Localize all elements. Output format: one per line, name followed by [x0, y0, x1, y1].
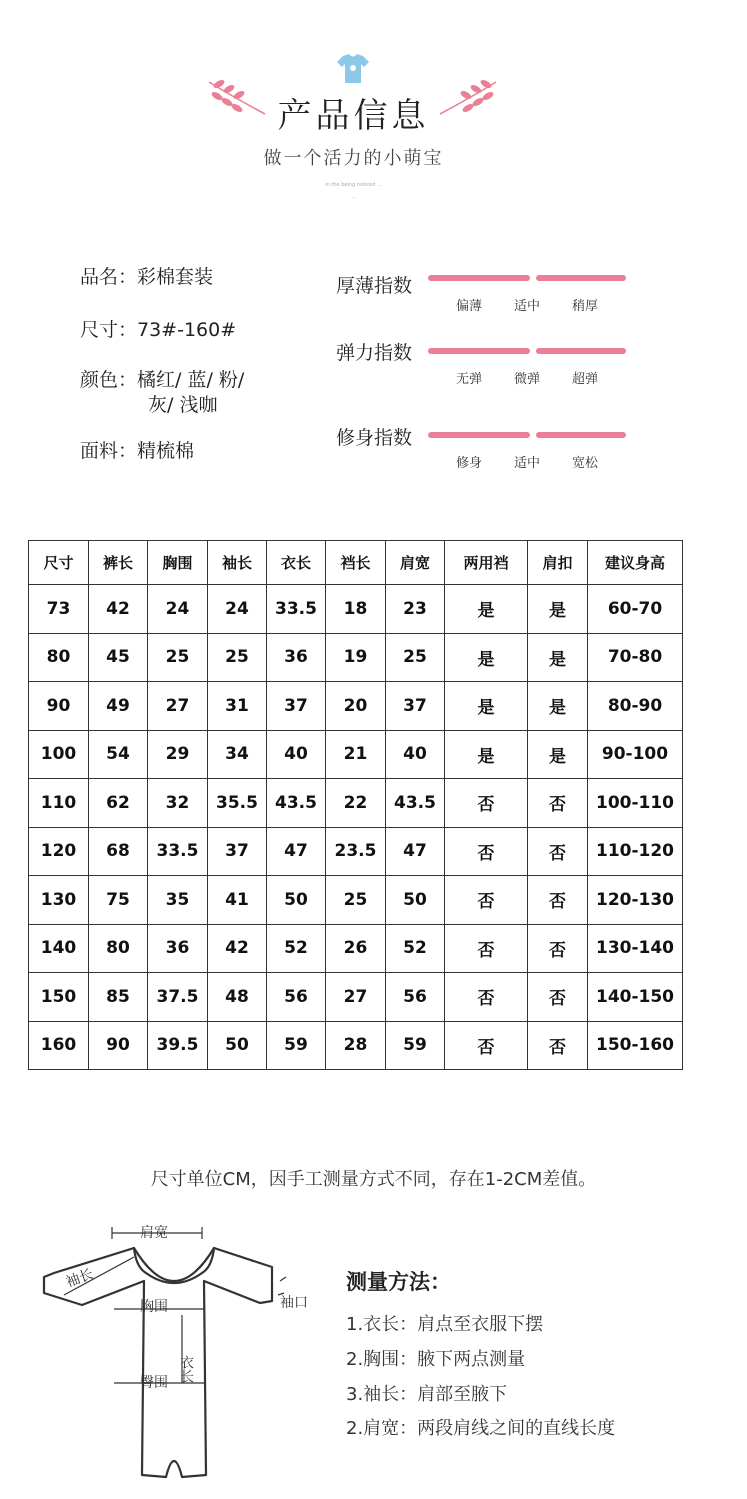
table-cell: 26 — [326, 924, 386, 973]
table-cell: 41 — [208, 876, 267, 925]
table-cell: 68 — [89, 827, 148, 876]
table-cell: 47 — [267, 827, 326, 876]
table-cell: 是 — [445, 682, 528, 731]
table-cell: 150-160 — [588, 1021, 683, 1070]
table-row — [29, 973, 683, 1022]
table-cell: 42 — [89, 585, 148, 634]
index-tick: 超弹 — [571, 372, 598, 387]
table-cell: 否 — [528, 779, 588, 828]
table-cell: 90 — [89, 1021, 148, 1070]
index-tick: 稍厚 — [571, 299, 598, 314]
table-cell: 37 — [208, 827, 267, 876]
table-cell: 59 — [267, 1021, 326, 1070]
table-cell: 80-90 — [588, 682, 683, 731]
table-cell: 52 — [386, 924, 445, 973]
table-cell: 33.5 — [148, 827, 208, 876]
index-tick: 微弹 — [513, 372, 540, 387]
table-cell: 25 — [148, 633, 208, 682]
table-cell: 否 — [445, 827, 528, 876]
page-title: 产品信息 — [277, 96, 430, 136]
table-cell: 56 — [267, 973, 326, 1022]
table-cell: 47 — [386, 827, 445, 876]
table-cell: 48 — [208, 973, 267, 1022]
index-bar-right — [536, 348, 626, 354]
table-cell: 52 — [267, 924, 326, 973]
table-row — [29, 779, 683, 828]
romper-measurement-diagram — [34, 1215, 308, 1495]
table-cell: 75 — [89, 876, 148, 925]
table-header: 尺寸 — [29, 541, 89, 585]
table-cell: 80 — [29, 633, 89, 682]
measurement-item: 1.衣长：肩点至衣服下摆 — [346, 1314, 544, 1335]
table-cell: 是 — [445, 730, 528, 779]
table-cell: 60-70 — [588, 585, 683, 634]
garment-length-label: 衣长 — [178, 1355, 194, 1383]
table-cell: 110-120 — [588, 827, 683, 876]
table-cell: 21 — [326, 730, 386, 779]
table-row — [29, 682, 683, 731]
table-row — [29, 1021, 683, 1070]
table-cell: 否 — [528, 1021, 588, 1070]
table-cell: 37 — [386, 682, 445, 731]
table-cell: 100-110 — [588, 779, 683, 828]
table-cell: 120 — [29, 827, 89, 876]
header — [0, 0, 707, 210]
table-cell: 24 — [208, 585, 267, 634]
size-table — [28, 540, 683, 1070]
table-cell: 是 — [445, 633, 528, 682]
size-unit-note: 尺寸单位CM，因手工测量方式不同，存在1-2CM差值。 — [150, 1169, 597, 1190]
table-cell: 否 — [445, 876, 528, 925]
table-cell: 25 — [386, 633, 445, 682]
table-cell: 否 — [445, 924, 528, 973]
table-cell: 54 — [89, 730, 148, 779]
index-label: 厚薄指数 — [336, 275, 413, 297]
measurement-item: 2.胸围：腋下两点测量 — [346, 1349, 526, 1370]
table-cell: 59 — [386, 1021, 445, 1070]
table-row — [29, 827, 683, 876]
table-cell: 25 — [208, 633, 267, 682]
index-tick: 无弹 — [455, 372, 482, 387]
table-row — [29, 924, 683, 973]
chest-label: 胸围 — [140, 1299, 168, 1315]
index-tick: 适中 — [513, 456, 540, 471]
product-name: 品名：彩棉套装 — [80, 266, 214, 288]
table-cell: 是 — [528, 633, 588, 682]
table-header: 衣长 — [267, 541, 326, 585]
table-cell: 120-130 — [588, 876, 683, 925]
table-cell: 34 — [208, 730, 267, 779]
measurement-item: 3.袖长：肩部至腋下 — [346, 1384, 508, 1405]
table-row — [29, 585, 683, 634]
index-tick: 修身 — [455, 456, 482, 471]
measurement-item: 2.肩宽：两段肩线之间的直线长度 — [346, 1418, 616, 1439]
table-cell: 42 — [208, 924, 267, 973]
cuff-label: 袖口 — [280, 1295, 308, 1311]
table-cell: 是 — [528, 730, 588, 779]
table-header-row — [29, 541, 683, 585]
table-cell: 40 — [267, 730, 326, 779]
table-cell: 20 — [326, 682, 386, 731]
table-cell: 50 — [386, 876, 445, 925]
index-bar-left — [428, 348, 530, 354]
table-cell: 35 — [148, 876, 208, 925]
table-cell: 否 — [445, 1021, 528, 1070]
index-tick: 适中 — [513, 299, 540, 314]
table-cell: 110 — [29, 779, 89, 828]
index-bar-left — [428, 432, 530, 438]
table-cell: 36 — [267, 633, 326, 682]
table-cell: 36 — [148, 924, 208, 973]
table-row — [29, 730, 683, 779]
table-cell: 24 — [148, 585, 208, 634]
table-header: 袖长 — [208, 541, 267, 585]
table-cell: 85 — [89, 973, 148, 1022]
table-cell: 29 — [148, 730, 208, 779]
index-bar-right — [536, 275, 626, 281]
product-color-line-1: 颜色：橘红/ 蓝/ 粉/ — [80, 369, 245, 391]
table-cell: 130-140 — [588, 924, 683, 973]
index-label: 修身指数 — [336, 427, 413, 449]
table-cell: 50 — [208, 1021, 267, 1070]
table-header: 裆长 — [326, 541, 386, 585]
product-color-line-2: 灰/ 浅咖 — [148, 394, 218, 416]
hip-label: 臀围 — [140, 1375, 168, 1391]
table-cell: 18 — [326, 585, 386, 634]
table-cell: 140 — [29, 924, 89, 973]
table-cell: 22 — [326, 779, 386, 828]
index-label: 弹力指数 — [336, 342, 413, 364]
table-cell: 否 — [528, 827, 588, 876]
table-cell: 130 — [29, 876, 89, 925]
table-cell: 否 — [528, 924, 588, 973]
table-cell: 28 — [326, 1021, 386, 1070]
table-cell: 否 — [445, 973, 528, 1022]
table-cell: 45 — [89, 633, 148, 682]
table-header: 肩宽 — [386, 541, 445, 585]
table-cell: 31 — [208, 682, 267, 731]
table-cell: 32 — [148, 779, 208, 828]
table-cell: 40 — [386, 730, 445, 779]
table-row — [29, 633, 683, 682]
table-cell: 90 — [29, 682, 89, 731]
table-cell: 150 — [29, 973, 89, 1022]
table-cell: 是 — [528, 682, 588, 731]
table-cell: 否 — [528, 973, 588, 1022]
table-header: 两用裆 — [445, 541, 528, 585]
table-cell: 是 — [528, 585, 588, 634]
table-cell: 否 — [528, 876, 588, 925]
baby-onesie-icon — [335, 52, 371, 86]
product-size: 尺寸：73#-160# — [80, 319, 237, 341]
table-cell: 39.5 — [148, 1021, 208, 1070]
table-cell: 90-100 — [588, 730, 683, 779]
table-cell: 23 — [386, 585, 445, 634]
table-cell: 62 — [89, 779, 148, 828]
table-cell: 33.5 — [267, 585, 326, 634]
table-row — [29, 876, 683, 925]
table-cell: 25 — [326, 876, 386, 925]
table-header: 裤长 — [89, 541, 148, 585]
table-cell: 56 — [386, 973, 445, 1022]
table-cell: 140-150 — [588, 973, 683, 1022]
index-tick: 偏薄 — [455, 299, 482, 314]
fine-print-line-2: ... — [351, 194, 356, 200]
index-bar-left — [428, 275, 530, 281]
table-cell: 100 — [29, 730, 89, 779]
table-cell: 27 — [148, 682, 208, 731]
table-cell: 19 — [326, 633, 386, 682]
sleeve-length-label: 袖长 — [63, 1266, 96, 1291]
product-fabric: 面料：精梳棉 — [80, 440, 195, 462]
table-cell: 43.5 — [386, 779, 445, 828]
page-subtitle: 做一个活力的小萌宝 — [263, 148, 444, 169]
table-cell: 160 — [29, 1021, 89, 1070]
fine-print-line-1: in the being noticed ... — [325, 182, 382, 188]
table-cell: 50 — [267, 876, 326, 925]
table-cell: 否 — [445, 779, 528, 828]
table-cell: 43.5 — [267, 779, 326, 828]
table-cell: 35.5 — [208, 779, 267, 828]
index-bar-right — [536, 432, 626, 438]
table-cell: 27 — [326, 973, 386, 1022]
table-header: 建议身高 — [588, 541, 683, 585]
table-header: 肩扣 — [528, 541, 588, 585]
table-cell: 49 — [89, 682, 148, 731]
table-cell: 37.5 — [148, 973, 208, 1022]
measurement-title: 测量方法： — [346, 1270, 451, 1294]
table-cell: 23.5 — [326, 827, 386, 876]
table-cell: 80 — [89, 924, 148, 973]
index-tick: 宽松 — [571, 456, 598, 471]
table-cell: 70-80 — [588, 633, 683, 682]
table-cell: 73 — [29, 585, 89, 634]
shoulder-width-label: 肩宽 — [140, 1225, 168, 1241]
table-cell: 是 — [445, 585, 528, 634]
table-cell: 37 — [267, 682, 326, 731]
table-header: 胸围 — [148, 541, 208, 585]
